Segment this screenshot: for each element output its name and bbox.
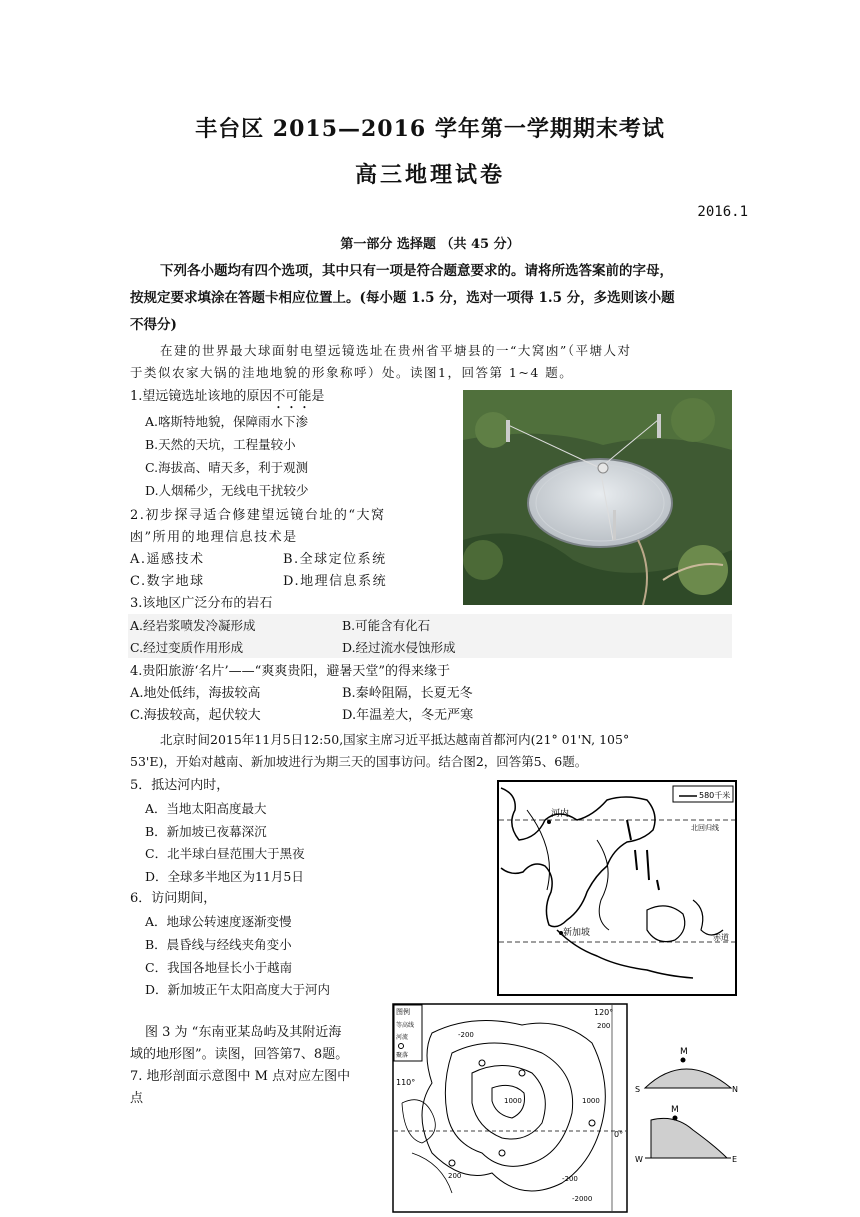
instructions-line-2: 按规定要求填涂在答题卡相应位置上。(每小题 1.5 分，选对一项得 1.5 分，多选则该小题 [130,290,675,306]
question-4-option-c: C.海拔较高，起伏较大 [130,708,261,723]
legend-settlement: 聚落 [396,1052,409,1059]
map3-lon-110: 110° [396,1078,416,1087]
map3-lon-120: 120° [594,1008,614,1017]
question-4-option-d: D.年温差大，冬无严寒 [342,708,474,723]
figure-2-southeast-asia-map [497,780,737,996]
contour-label-1000: 1000 [504,1097,522,1105]
figure-1-telescope-photo [463,390,732,605]
question-5-option-c: C．北半球白昼范围大于黑夜 [145,846,305,861]
question-3-option-d: D.经过流水侵蚀形成 [342,640,456,655]
question-6-option-a: A．地球公转速度逐渐变慢 [145,914,292,929]
passage-1-line-2: 于类似农家大锅的洼地地貌的形象称呼）处。读图1，回答第 1~4 题。 [130,365,574,380]
question-1-option-c: C.海拔高、晴天多，利于观测 [145,460,309,475]
passage-3-line-2: 域的地形图”。读图，回答第7、8题。 [130,1047,349,1062]
question-6-option-d: D．新加坡正午太阳高度大于河内 [145,982,331,997]
question-2-option-a: A.遥感技术 [130,552,205,567]
profile-1-n-label: N [732,1085,738,1094]
legend-river: 河流 [396,1034,409,1041]
contour-label-neg200-a: -200 [458,1031,474,1039]
contour-label-neg200-b: -200 [562,1175,578,1183]
profile-2-e-label: E [732,1155,738,1164]
contour-label-neg2000: -2000 [572,1195,593,1203]
question-3-option-a: A.经岩浆喷发冷凝形成 [130,618,256,633]
legend-title: 图例 [396,1008,410,1016]
question-4-stem: 4.贵阳旅游‘名片’——“爽爽贵阳，避暑天堂”的得来缘于 [130,664,450,679]
passage-3-line-1: 图 3 为 “东南亚某岛屿及其附近海 [145,1025,342,1040]
question-2-option-d: D.地理信息系统 [283,574,388,589]
legend-contour: 等高线 [396,1022,415,1029]
question-1-stem: 1.望远镜选址该地的原因不可能是 [130,389,325,404]
question-4-option-a: A.地处低纬，海拔较高 [130,686,261,701]
passage-2-line-2: 53'E)，开始对越南、新加坡进行为期三天的国事访问。结合图2，回答第5、6题。 [130,754,588,769]
question-1-option-d: D.人烟稀少，无线电干扰较少 [145,483,309,498]
passage-1-line-1: 在建的世界最大球面射电望远镜选址在贵州省平塘县的一“大窝凼”（平塘人对 [160,343,632,358]
exam-date: 2016.1 [697,204,748,220]
map-scale-label: 580千米 [699,791,731,800]
question-2-stem-line-1: 2.初步探寻适合修建望远镜台址的“大窝 [130,508,386,523]
instructions-line-3: 不得分) [130,317,177,333]
question-6-stem: 6．访问期间， [130,891,217,906]
question-5-option-a: A．当地太阳高度最大 [145,801,267,816]
contour-label-200-b: 200 [448,1172,462,1180]
question-3-option-c: C.经过变质作用形成 [130,640,244,655]
map-label-hanoi: 河内 [551,809,570,819]
question-5-option-d: D．全球多半地区为11月5日 [145,869,304,884]
figure-3-island-topographic-map [392,1003,628,1213]
question-3-option-b: B.可能含有化石 [342,618,431,633]
map-label-tropic: 北回归线 [691,824,719,832]
question-6-option-b: B．晨昏线与经线夹角变小 [145,937,292,952]
profile-2-m-label: M [671,1105,679,1115]
profile-2-w-label: W [635,1155,643,1164]
question-2-stem-line-2: 凼”所用的地理信息技术是 [130,530,298,545]
question-2-option-c: C.数字地球 [130,574,205,589]
exam-subtitle: 高三地理试卷 [354,162,505,188]
profile-1-m-label: M [680,1047,688,1057]
contour-label-1000-b: 1000 [582,1097,600,1105]
question-3-stem: 3.该地区广泛分布的岩石 [130,596,273,611]
question-1-option-b: B.天然的天坑，工程量较小 [145,437,296,452]
map-label-singapore: 新加坡 [563,928,591,938]
instructions-line-1: 下列各小题均有四个选项，其中只有一项是符合题意要求的。请将所选答案前的字母， [160,263,673,279]
map3-lat-0: 0° [614,1130,624,1139]
figure-terrain-profiles [635,1040,740,1165]
question-6-option-c: C．我国各地昼长小于越南 [145,960,293,975]
contour-label-200: 200 [597,1022,611,1030]
passage-3-line-3: 7. 地形剖面示意图中 M 点对应左图中 [130,1069,351,1084]
question-2-option-b: B.全球定位系统 [283,552,387,567]
passage-2-line-1: 北京时间2015年11月5日12:50,国家主席习近平抵达越南首都河内(21° 01'N, 105° [160,732,630,747]
section-heading: 第一部分 选择题 （共 45 分） [340,237,520,252]
question-1-option-a: A.喀斯特地貌，保障雨水下渗 [145,414,309,429]
question-5-stem: 5．抵达河内时， [130,778,230,793]
map-label-equator: 赤道 [713,933,729,942]
passage-3-line-4: 点 [130,1091,144,1106]
question-4-option-b: B.秦岭阻隔，长夏无冬 [342,686,473,701]
question-5-option-b: B．新加坡已夜幕深沉 [145,824,267,839]
exam-title: 丰台区 2015—2016 学年第一学期期末考试 [195,116,665,142]
profile-1-s-label: S [635,1085,641,1094]
